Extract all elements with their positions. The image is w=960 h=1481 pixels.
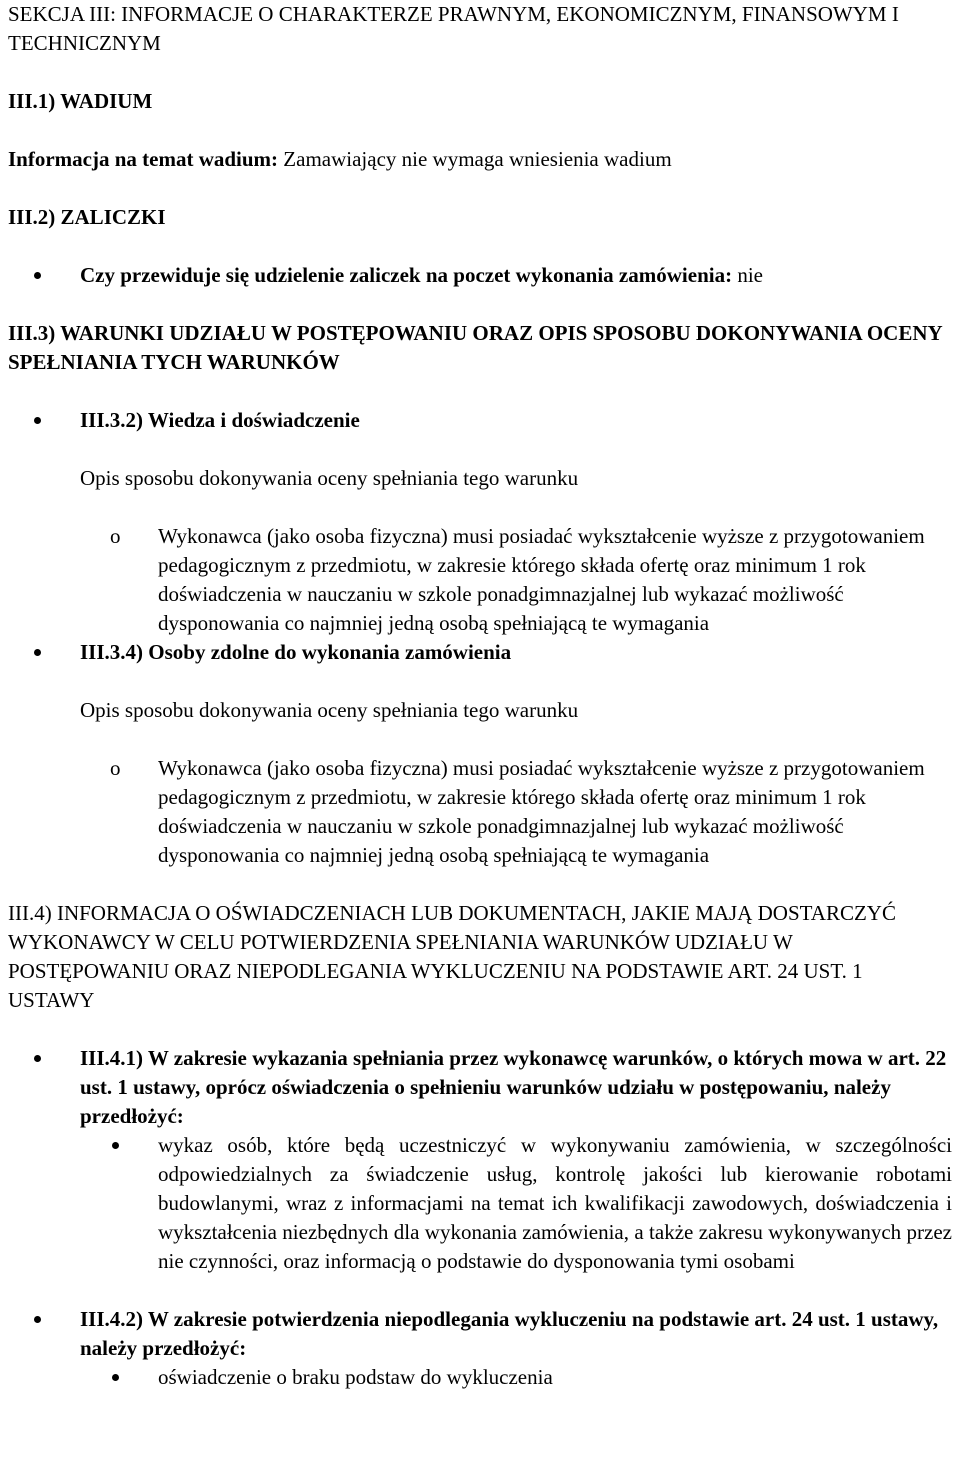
wiedza-requirement: [8, 522, 952, 638]
zaliczki-heading: III.2) ZALICZKI: [8, 205, 166, 229]
wiedza-heading: III.3.2) Wiedza i doświadczenie: [8, 406, 952, 435]
wadium-info: [8, 145, 952, 174]
wiedza-text: Wykonawca (jako osoba fizyczna) musi posiadać wykształcenie wyższe z przygotowaniem pedagogicznym z przedmiotu, w zakresie którego składa ofertę oraz minimum 1 rok doświadczenia w nauczaniu w szkole ponadgimnazjalnej lub wykazać możliwość dysponowania co najmniej jedną osobą spełniającą te wymagania: [158, 524, 925, 635]
oswiadczenia-item-2-sub: oświadczenie o braku podstaw do wykluczenia: [8, 1363, 952, 1392]
oswiadczenia-item-2: III.4.2) W zakresie potwierdzenia niepodlegania wykluczeniu na podstawie art. 24 ust. 1 ustawy, należy przedłożyć:: [8, 1305, 952, 1363]
zaliczki-item: [8, 261, 952, 290]
zaliczki-question: Czy przewiduje się udzielenie zaliczek na poczet wykonania zamówienia:: [80, 263, 733, 287]
wadium-label: Informacja na temat wadium:: [8, 147, 279, 171]
oswiadczenia-item-1-sub: wykaz osób, które będą uczestniczyć w wykonywaniu zamówienia, w szczególności odpowiedzialnych za świadczenie usług, kontrolę jakości lub kierowanie robotami budowlanymi, wraz z informacjami na temat ich kwalifikacji zawodowych, doświadczenia i wykształcenia niezbędnych dla wykonania zamówienia, a także zakresu wykonywanych przez nie czynności, oraz informacją o podstawie do dysponowania tymi osobami: [8, 1131, 952, 1276]
zaliczki-answer: nie: [732, 263, 763, 287]
oswiadczenia-heading: III.4) INFORMACJA O OŚWIADCZENIACH LUB DOKUMENTACH, JAKIE MAJĄ DOSTARCZYĆ WYKONAWCY W CELU POTWIERDZENIA SPEŁNIANIA WARUNKÓW UDZIAŁU W POSTĘPOWANIU ORAZ NIEPODLEGANIA WYKLUCZENIU NA PODSTAWIE ART. 24 UST. 1 USTAWY: [8, 901, 896, 1012]
oswiadczenia-item-1-sublist: [8, 1131, 952, 1276]
osoby-text: Wykonawca (jako osoba fizyczna) musi posiadać wykształcenie wyższe z przygotowaniem pedagogicznym z przedmiotu, w zakresie którego składa ofertę oraz minimum 1 rok doświadczenia w nauczaniu w szkole ponadgimnazjalnej lub wykazać możliwość dysponowania co najmniej jedną osobą spełniającą te wymagania: [158, 756, 925, 867]
zaliczki-list: [8, 261, 952, 290]
warunki-list: [8, 406, 952, 435]
wiedza-intro: Opis sposobu dokonywania oceny spełniania tego warunku: [80, 466, 579, 490]
oswiadczenia-item-2-sublist: [8, 1363, 952, 1392]
oswiadczenia-list: [8, 1044, 952, 1131]
circle-bullet-icon: o: [110, 524, 121, 548]
section-header: SEKCJA III: INFORMACJE O CHARAKTERZE PRAWNYM, EKONOMICZNYM, FINANSOWYM I TECHNICZNYM: [8, 2, 899, 55]
circle-bullet-icon: o: [110, 756, 121, 780]
oswiadczenia-list-2: [8, 1305, 952, 1363]
oswiadczenia-item-1: III.4.1) W zakresie wykazania spełniania przez wykonawcę warunków, o których mowa w art. 22 ust. 1 ustawy, oprócz oświadczenia o spełnieniu warunków udziału w postępowaniu, należy przedłożyć:: [8, 1044, 952, 1131]
wadium-heading: III.1) WADIUM: [8, 89, 153, 113]
osoby-requirement: [8, 754, 952, 870]
wadium-value: Zamawiający nie wymaga wniesienia wadium: [278, 147, 672, 171]
osoby-heading: III.3.4) Osoby zdolne do wykonania zamówienia: [8, 638, 952, 667]
osoby-list: [8, 638, 952, 667]
document-page: [8, 0, 952, 1392]
osoby-intro: Opis sposobu dokonywania oceny spełniania tego warunku: [80, 698, 579, 722]
warunki-heading: III.3) WARUNKI UDZIAŁU W POSTĘPOWANIU ORAZ OPIS SPOSOBU DOKONYWANIA OCENY SPEŁNIANIA TYCH WARUNKÓW: [8, 321, 942, 374]
